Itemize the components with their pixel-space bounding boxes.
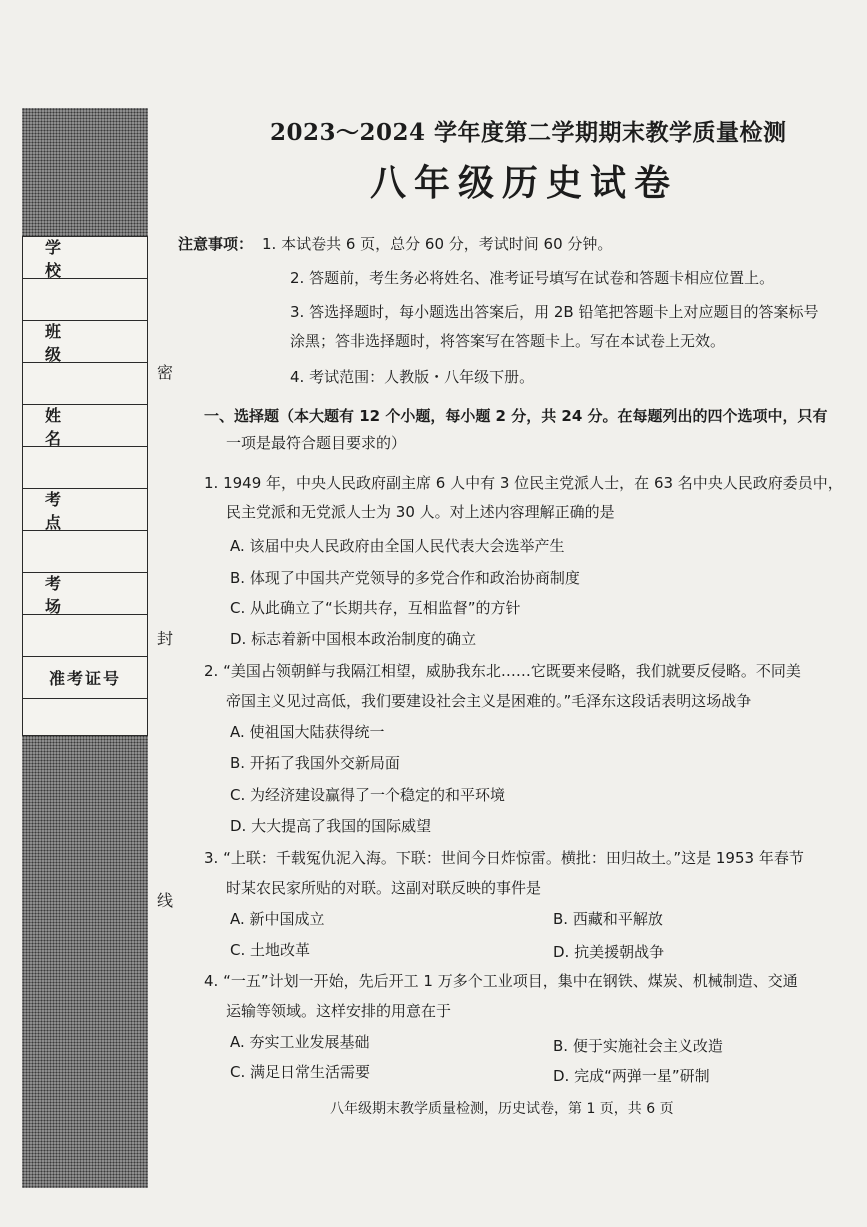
- q3-option-a[interactable]: A. 新中国成立: [230, 910, 325, 928]
- q2-stem-line1: 2. “美国占领朝鲜与我隔江相望，威胁我东北……它既要来侵略，我们就要反侵略。不同美: [204, 662, 801, 680]
- note-item-3-cont: 涂黑；答非选择题时，将答案写在答题卡上。写在本试卷上无效。: [290, 332, 726, 350]
- q4-option-b[interactable]: B. 便于实施社会主义改造: [553, 1037, 723, 1055]
- notes-label: 注意事项：: [178, 235, 254, 253]
- section-heading: 一、选择题（本大题有 12 个小题，每小题 2 分，共 24 分。在每题列出的四个选项中，只有: [204, 407, 828, 425]
- field-room-label: 考 场: [23, 573, 147, 615]
- note-item-4: 4. 考试范围：人教版・八年级下册。: [290, 368, 535, 386]
- section-heading-cont: 一项是最符合题目要求的）: [226, 434, 407, 452]
- q4-stem-line1: 4. “一五”计划一开始，先后开工 1 万多个工业项目，集中在钢铁、煤炭、机械制造、交通: [204, 972, 798, 990]
- note-item-2: 2. 答题前，考生务必将姓名、准考证号填写在试卷和答题卡相应位置上。: [290, 269, 775, 287]
- q4-stem-line2: 运输等领域。这样安排的用意在于: [226, 1002, 452, 1020]
- field-name-label: 姓 名: [23, 405, 147, 447]
- q2-option-b[interactable]: B. 开拓了我国外交新局面: [230, 754, 400, 772]
- note-item-1: 1. 本试卷共 6 页，总分 60 分，考试时间 60 分钟。: [262, 235, 613, 253]
- field-ticket-blank[interactable]: [23, 699, 147, 741]
- exam-session-title: 2023～2024 学年度第二学期期末教学质量检测: [270, 119, 787, 146]
- q3-stem-line2: 时某农民家所贴的对联。这副对联反映的事件是: [226, 879, 542, 897]
- exam-main-title: 八年级历史试卷: [370, 163, 679, 204]
- q3-option-d[interactable]: D. 抗美援朝战争: [553, 943, 665, 961]
- field-school-blank[interactable]: [23, 279, 147, 321]
- field-class-blank[interactable]: [23, 363, 147, 405]
- q1-option-a[interactable]: A. 该届中央人民政府由全国人民代表大会选举产生: [230, 537, 565, 555]
- seal-char-xian: 线: [157, 891, 174, 910]
- q1-option-d[interactable]: D. 标志着新中国根本政治制度的确立: [230, 630, 477, 648]
- q4-option-a[interactable]: A. 夯实工业发展基础: [230, 1033, 370, 1051]
- field-site-blank[interactable]: [23, 531, 147, 573]
- seal-char-mi: 密: [157, 363, 174, 382]
- note-item-3: 3. 答选择题时，每小题选出答案后，用 2B 铅笔把答题卡上对应题目的答案标号: [290, 303, 819, 321]
- q2-option-d[interactable]: D. 大大提高了我国的国际威望: [230, 817, 432, 835]
- q3-option-b[interactable]: B. 西藏和平解放: [553, 910, 663, 928]
- q1-option-b[interactable]: B. 体现了中国共产党领导的多党合作和政治协商制度: [230, 569, 580, 587]
- q3-option-c[interactable]: C. 土地改革: [230, 941, 311, 959]
- q2-stem-line2: 帝国主义见过高低，我们要建设社会主义是困难的。”毛泽东这段话表明这场战争: [226, 692, 752, 710]
- q1-stem-line2: 民主党派和无党派人士为 30 人。对上述内容理解正确的是: [226, 503, 615, 521]
- q1-stem-line1: 1. 1949 年，中央人民政府副主席 6 人中有 3 位民主党派人士，在 63 名中央人民政府委员中，: [204, 474, 843, 492]
- q2-option-a[interactable]: A. 使祖国大陆获得统一: [230, 723, 385, 741]
- seal-char-feng: 封: [157, 629, 174, 648]
- q4-option-d[interactable]: D. 完成“两弹一星”研制: [553, 1067, 710, 1085]
- field-site-label: 考 点: [23, 489, 147, 531]
- page-footer: 八年级期末教学质量检测，历史试卷，第 1 页，共 6 页: [330, 1101, 674, 1117]
- field-school-label: 学 校: [23, 237, 147, 279]
- q1-option-c[interactable]: C. 从此确立了“长期共存，互相监督”的方针: [230, 599, 521, 617]
- field-ticket-label: 准考证号: [23, 657, 147, 699]
- q2-option-c[interactable]: C. 为经济建设赢得了一个稳定的和平环境: [230, 786, 506, 804]
- student-info-form: [22, 236, 148, 736]
- field-name-blank[interactable]: [23, 447, 147, 489]
- field-room-blank[interactable]: [23, 615, 147, 657]
- q4-option-c[interactable]: C. 满足日常生活需要: [230, 1063, 371, 1081]
- field-class-label: 班 级: [23, 321, 147, 363]
- q3-stem-line1: 3. “上联：千载冤仇泥入海。下联：世间今日炸惊雷。横批：田归故土。”这是 1953 年春节: [204, 849, 804, 867]
